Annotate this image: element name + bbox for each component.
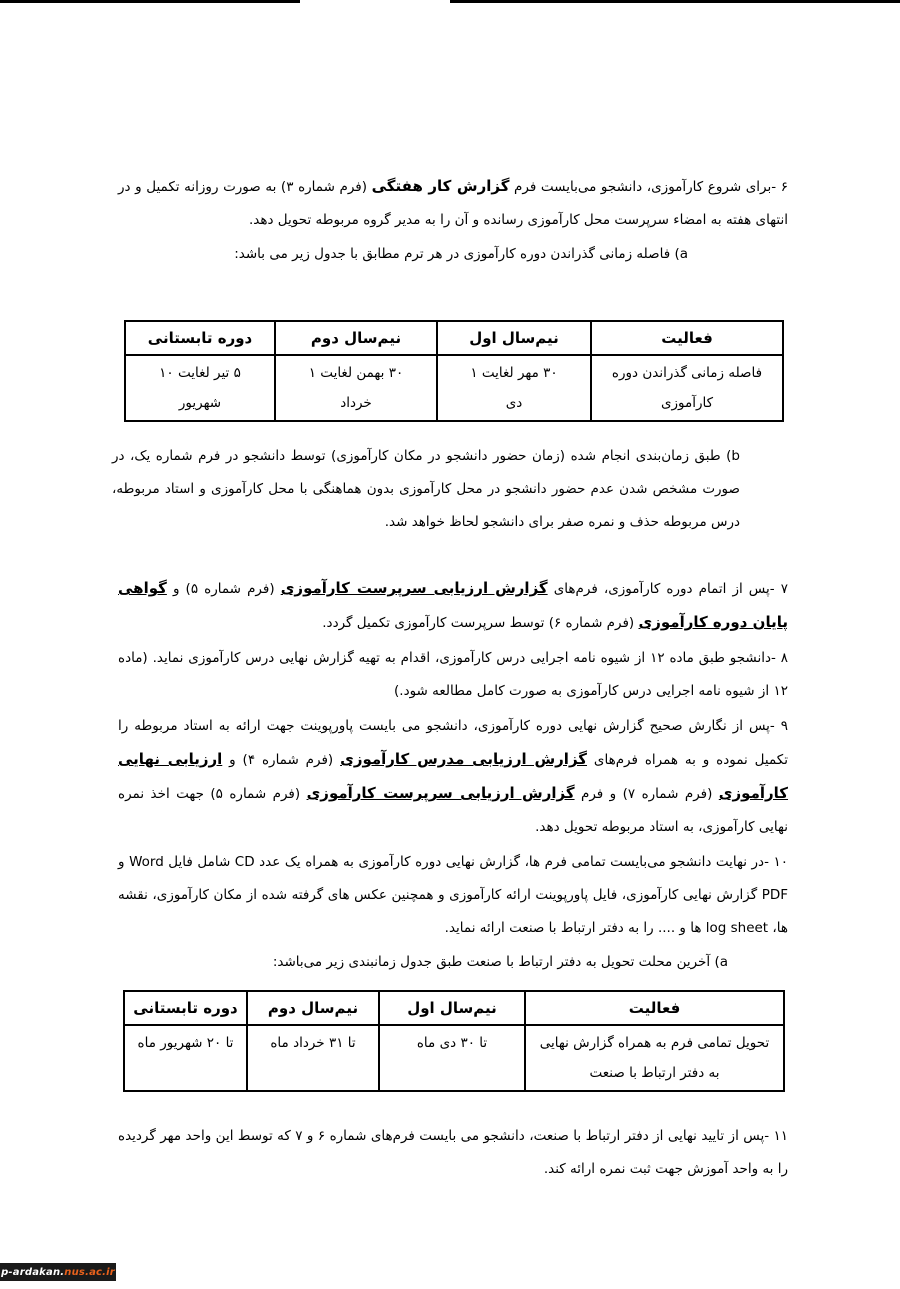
item-6-bold: گزارش کار هفتگی <box>371 177 510 195</box>
table-header-cell: فعالیت <box>525 991 784 1025</box>
item-6-text-2: (فرم شماره ۳) به صورت روزانه تکمیل و در انتهای هفته به امضاء سرپرست محل کارآموزی رسانده و آن را به مدیر گروه مربوطه تحویل دهد. <box>118 179 788 228</box>
table-cell: ۵ تیر لغایت ۱۰ شهریور <box>125 355 275 421</box>
item-11: ۱۱ -پس از تایید نهایی از دفتر ارتباط با صنعت، دانشجو می بایست فرم‌های شماره ۶ و ۷ که توسط این واحد مهر گردیده را به واحد آموزش جهت ثبت نمره ارائه کند. <box>118 1128 789 1177</box>
table-cell: تا ۳۱ خرداد ماه <box>247 1025 379 1091</box>
document-body-2 <box>112 440 740 539</box>
item-10-a: a) آخرین محلت تحویل به دفتر ارتباط با صنعت طبق جدول زمانبندی زیر می‌باشد: <box>272 954 728 970</box>
item-9-bold-1: گزارش ارزیابی مدرس کارآموزی <box>340 750 588 768</box>
table-header-cell: نیم‌سال دوم <box>247 991 379 1025</box>
table-header-cell: دوره تابستانی <box>125 321 275 355</box>
item-7-text: ۷ -پس از اتمام دوره کارآموزی، فرم‌های <box>547 581 788 597</box>
table-header-cell: نیم‌سال دوم <box>275 321 437 355</box>
table-cell: تحویل تمامی فرم به همراه گزارش نهایی به دفتر ارتباط با صنعت <box>525 1025 784 1091</box>
document-body-4 <box>118 1120 788 1186</box>
table-cell: ۳۰ مهر لغایت ۱ دی <box>437 355 591 421</box>
item-10: ۱۰ -در نهایت دانشجو می‌بایست تمامی فرم ها، گزارش نهایی دوره کارآموزی به همراه یک عدد CD شامل فایل Word و PDF گزارش نهایی کارآموزی، فایل پاورپوینت ارائه کارآموزی و همچنین عکس های گرفته شده از مکان کارآموزی، نقشه ها، log sheet ها و .... را به دفتر ارتباط با صنعت ارائه نماید. <box>118 854 788 936</box>
item-7 <box>118 572 788 640</box>
table-header-cell: نیم‌سال اول <box>437 321 591 355</box>
table-cell: تا ۲۰ شهریور ماه <box>124 1025 247 1091</box>
item-7-text-3: (فرم شماره ۶) توسط سرپرست کارآموزی تکمیل گردد. <box>322 615 639 631</box>
document-body <box>118 170 788 269</box>
item-9-text: ۹ -پس از نگارش صحیح گزارش نهایی دوره کارآموزی، دانشجو می بایست پاورپوینت جهت ارائه به استاد مربوطه را تکمیل نموده و به همراه فرم‌های <box>118 718 788 768</box>
item-6-a: a) فاصله زمانی گذراندن دوره کارآموزی در هر ترم مطابق با جدول زیر می باشد: <box>234 246 688 262</box>
item-9-text-2: (فرم شماره ۴) و <box>222 752 341 768</box>
top-rule-right <box>450 0 900 3</box>
watermark <box>0 1263 116 1281</box>
table-cell: تا ۳۰ دی ماه <box>379 1025 525 1091</box>
item-9 <box>118 710 788 844</box>
table-header-cell: فعالیت <box>591 321 783 355</box>
table-header-cell: نیم‌سال اول <box>379 991 525 1025</box>
item-9-text-3: (فرم شماره ۷) و فرم <box>574 786 719 802</box>
table-header-cell: دوره تابستانی <box>124 991 247 1025</box>
item-6 <box>118 170 788 237</box>
table-cell: ۳۰ بهمن لغایت ۱ خرداد <box>275 355 437 421</box>
table-1-header <box>125 321 783 355</box>
item-7-bold-1: گزارش ارزیابی سرپرست کارآموزی <box>280 579 548 597</box>
item-8: ۸ -دانشجو طبق ماده ۱۲ از شیوه نامه اجرایی درس کارآموزی، اقدام به تهیه گزارش نهایی درس کارآموزی نماید. (ماده ۱۲ از شیوه نامه اجرایی درس کارآموزی به صورت کامل مطالعه شود.) <box>118 650 788 699</box>
item-7-bold-2: گواهی پایان دوره کارآموزی <box>118 579 788 631</box>
table-row <box>124 1025 784 1091</box>
item-9-bold-2: ارزیابی نهایی کارآموزی <box>118 750 789 802</box>
schedule-table-1 <box>124 320 784 422</box>
table-2-header <box>124 991 784 1025</box>
watermark-domain: nus.ac.ir <box>64 1266 115 1278</box>
item-9-bold-3: گزارش ارزیابی سرپرست کارآموزی <box>306 784 575 802</box>
item-b: b) طبق زمان‌بندی انجام شده (زمان حضور دانشجو در مکان کارآموزی) توسط دانشجو در فرم شماره یک، در صورت مشخص شدن عدم حضور دانشجو در محل کارآموزی بدون هماهنگی با محل کارآموزی و استاد مربوطه، درس مربوطه حذف و نمره صفر برای دانشجو لحاظ خواهد شد. <box>112 448 740 530</box>
top-rule-left <box>0 0 300 3</box>
item-7-text-2: (فرم شماره ۵) و <box>166 581 281 597</box>
table-row <box>125 355 783 421</box>
item-9-text-4: (فرم شماره ۵) جهت اخذ نمره نهایی کارآموزی، به استاد مربوطه تحویل دهد. <box>118 786 788 835</box>
document-body-3 <box>118 572 788 977</box>
watermark-text: p-ardakan. <box>1 1266 65 1278</box>
item-6-text: ۶ -برای شروع کارآموزی، دانشجو می‌بایست فرم <box>509 179 789 195</box>
table-cell: فاصله زمانی گذراندن دوره کارآموزی <box>591 355 783 421</box>
schedule-table-2 <box>123 990 785 1092</box>
